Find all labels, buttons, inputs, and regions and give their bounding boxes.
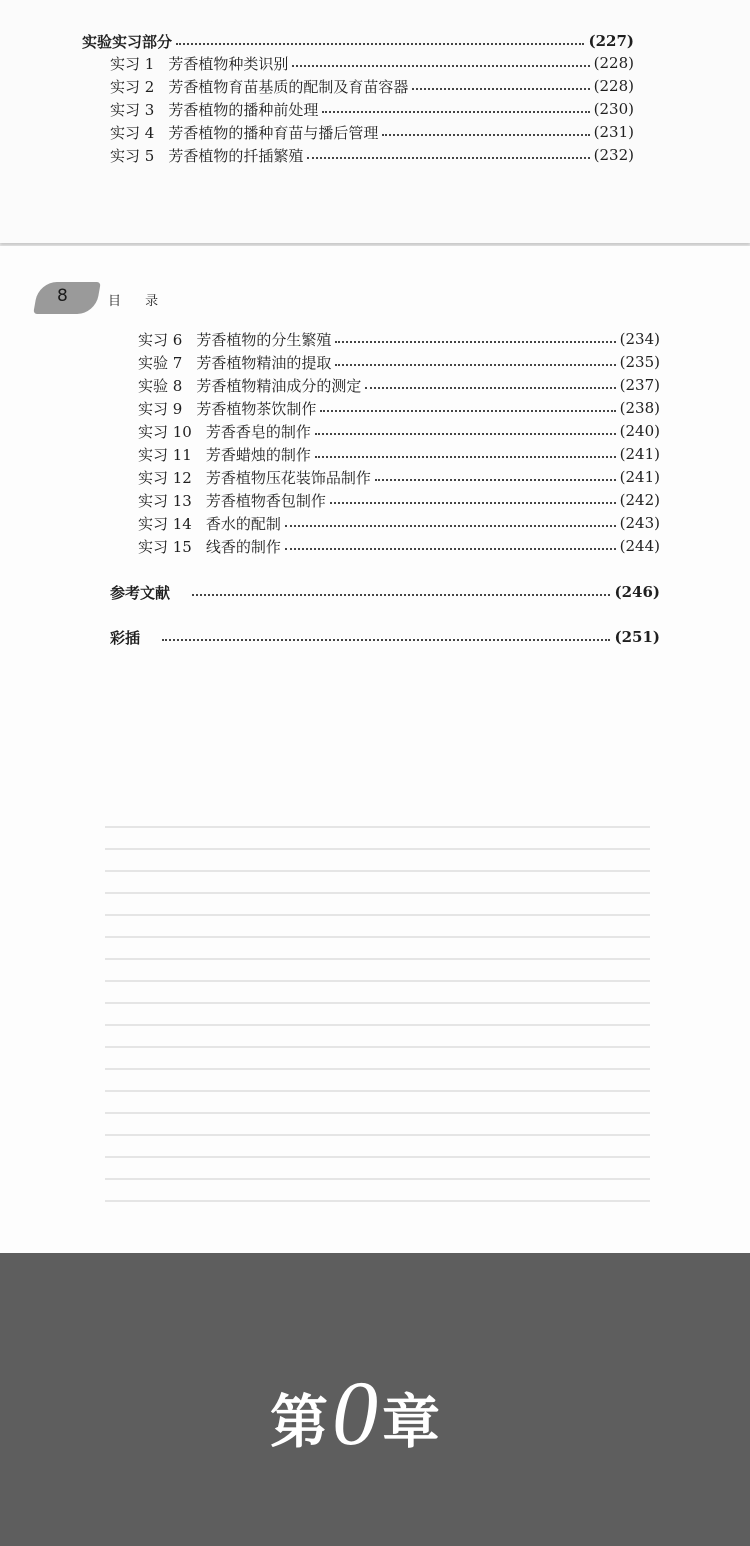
toc-item-title: 芳香植物的播种育苗与播后管理 [168, 123, 379, 142]
running-header-title: 目 录 [108, 294, 169, 309]
toc-item-label: 实验 7 [138, 353, 183, 372]
toc-item-label: 实习 4 [110, 123, 155, 142]
toc-plates-row [110, 626, 660, 648]
chapter-suffix: 章 [382, 1388, 441, 1456]
toc-page-number: (228) [593, 54, 634, 72]
toc-item-row [110, 75, 634, 97]
toc-item-row [138, 489, 660, 511]
toc-leader [176, 43, 584, 45]
toc-item-row [110, 98, 634, 120]
toc-item-label: 实习 3 [110, 100, 155, 119]
show-through-text [105, 826, 650, 1256]
toc-item-label: 实习 12 [138, 468, 192, 487]
toc-item-title: 芳香植物种类识别 [168, 54, 289, 73]
toc-item-title: 芳香植物精油的提取 [196, 353, 332, 372]
toc-page-number: (240) [619, 422, 660, 440]
toc-item-title: 芳香植物的扦插繁殖 [168, 146, 304, 165]
toc-page-number: (243) [619, 514, 660, 532]
chapter-number: 0 [332, 1361, 379, 1464]
toc-item-title: 芳香蜡烛的制作 [205, 445, 311, 464]
toc-leader [375, 479, 616, 481]
toc-item-label: 实习 6 [138, 330, 183, 349]
toc-page-number: (238) [619, 399, 660, 417]
toc-references-title: 参考文献 [110, 583, 171, 602]
toc-item-title: 芳香植物的播种前处理 [168, 100, 319, 119]
toc-item-row [138, 466, 660, 488]
toc-references-row [110, 581, 660, 603]
toc-leader [382, 134, 589, 136]
toc-leader [365, 387, 615, 389]
toc-item-title: 线香的制作 [205, 537, 281, 556]
toc-item-title: 芳香植物育苗基质的配制及育苗容器 [168, 77, 409, 96]
toc-page-number: (227) [588, 32, 634, 50]
toc-leader [192, 594, 610, 596]
toc-page-number: (232) [593, 146, 634, 164]
toc-item-row [110, 144, 634, 166]
toc-item-label: 实习 11 [138, 445, 192, 464]
toc-page-number: (237) [619, 376, 660, 394]
toc-item-row [138, 397, 660, 419]
toc-item-label: 实习 13 [138, 491, 192, 510]
toc-page-number: (244) [619, 537, 660, 555]
toc-leader [322, 111, 589, 113]
toc-item-row [110, 52, 634, 74]
page-number: 8 [57, 286, 68, 306]
toc-item-label: 实习 9 [138, 399, 183, 418]
toc-page-number: (231) [593, 123, 634, 141]
toc-item-label: 实习 10 [138, 422, 192, 441]
toc-item-row [138, 443, 660, 465]
toc-section-title: 实验实习部分 [82, 32, 173, 51]
toc-item-row [138, 328, 660, 350]
toc-item-row [138, 374, 660, 396]
toc-plates-title: 彩插 [110, 628, 141, 647]
toc-item-label: 实习 15 [138, 537, 192, 556]
toc-leader [315, 433, 616, 435]
toc-page-number: (241) [619, 468, 660, 486]
toc-item-title: 芳香植物压花装饰品制作 [205, 468, 371, 487]
toc-item-row [138, 535, 660, 557]
toc-leader [307, 157, 589, 159]
toc-item-label: 实习 2 [110, 77, 155, 96]
toc-leader [330, 502, 616, 504]
toc-page-number: (241) [619, 445, 660, 463]
toc-leader [320, 410, 615, 412]
toc-item-row [138, 351, 660, 373]
toc-leader [335, 364, 615, 366]
toc-item-label: 实验 8 [138, 376, 183, 395]
toc-leader [335, 341, 615, 343]
toc-item-title: 芳香植物香包制作 [205, 491, 326, 510]
chapter-prefix: 第 [270, 1388, 329, 1456]
toc-page-number: (230) [593, 100, 634, 118]
toc-item-title: 芳香香皂的制作 [205, 422, 311, 441]
toc-item-label: 实习 1 [110, 54, 155, 73]
toc-page-number: (235) [619, 353, 660, 371]
toc-item-row [138, 420, 660, 442]
toc-item-title: 香水的配制 [205, 514, 281, 533]
toc-leader [285, 525, 616, 527]
toc-page-number: (228) [593, 77, 634, 95]
toc-item-label: 实习 14 [138, 514, 192, 533]
toc-item-label: 实习 5 [110, 146, 155, 165]
chapter-heading [270, 1361, 441, 1464]
toc-leader [412, 88, 589, 90]
toc-page-number: (234) [619, 330, 660, 348]
toc-item-row [138, 512, 660, 534]
toc-section-row [82, 30, 634, 52]
toc-leader [285, 548, 616, 550]
toc-page-number: (242) [619, 491, 660, 509]
toc-leader [292, 65, 589, 67]
toc-page-number: (251) [614, 628, 660, 646]
toc-leader [315, 456, 616, 458]
toc-leader [162, 639, 610, 641]
toc-item-row [110, 121, 634, 143]
toc-page-number: (246) [614, 583, 660, 601]
toc-item-title: 芳香植物茶饮制作 [196, 399, 317, 418]
toc-item-title: 芳香植物的分生繁殖 [196, 330, 332, 349]
toc-item-title: 芳香植物精油成分的测定 [196, 376, 362, 395]
toc-page-top [0, 0, 750, 243]
